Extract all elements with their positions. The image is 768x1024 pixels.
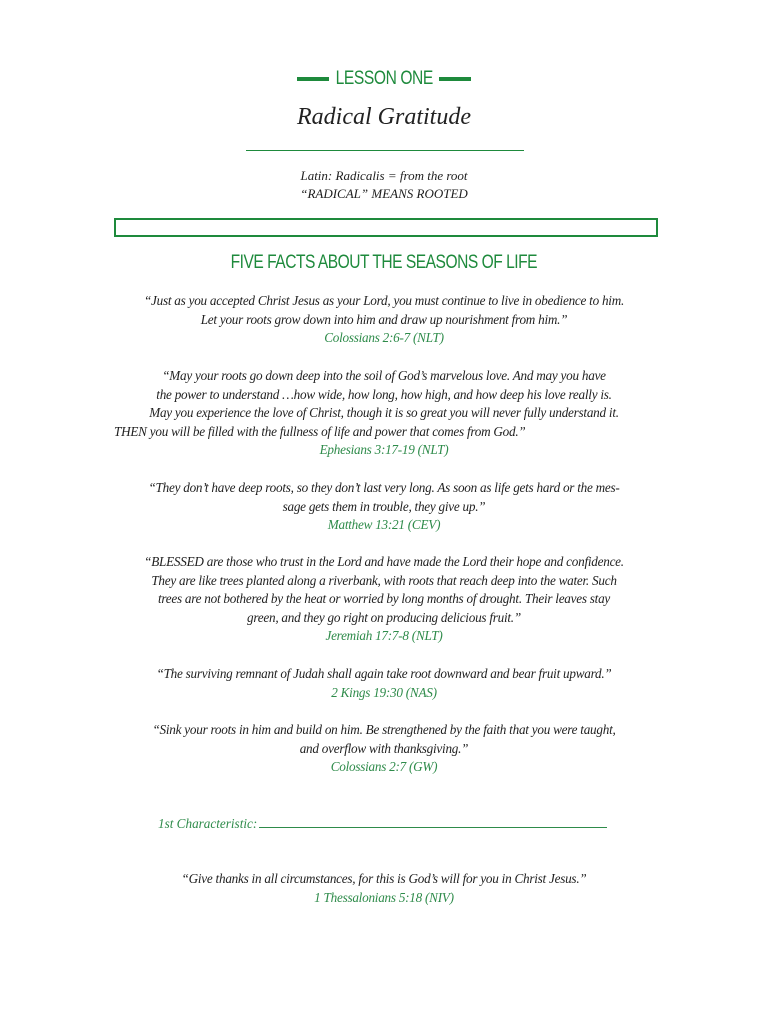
quote-block (108, 721, 660, 777)
quote-line: They are like trees planted along a riverbank, with roots that reach deep into the water. Such (151, 572, 617, 588)
quote-line: trees are not bothered by the heat or worried by long months of drought. Their leaves stay (157, 591, 611, 607)
right-accent-rule (439, 77, 471, 81)
title-divider (246, 150, 524, 151)
section-heading (0, 252, 768, 274)
lesson-header (0, 68, 768, 90)
characteristic-row (158, 815, 618, 832)
latin-line: Latin: Radicalis = from the root (300, 168, 468, 183)
quote-block (108, 553, 660, 646)
quote-line: May you experience the love of Christ, though it is so great you will never fully understand it. (149, 405, 619, 421)
quote-line: THEN you will be filled with the fullness of life and power that comes from God.” (114, 423, 526, 439)
quote-line: “The surviving remnant of Judah shall again take root downward and bear fruit upward.” (156, 666, 612, 681)
scripture-reference: Matthew 13:21 (CEV) (327, 517, 441, 533)
quote-line: and overflow with thanksgiving.” (299, 740, 469, 756)
scripture-reference: Ephesians 3:17-19 (NLT) (319, 442, 449, 458)
quote-block (108, 367, 660, 460)
characteristic-blank-line (259, 815, 607, 828)
quote-block (108, 479, 660, 535)
lesson-label: LESSON ONE (335, 68, 433, 89)
quote-line: “May your roots go down deep into the soil of God’s marvelous love. And may you have (162, 368, 606, 383)
quote-block (108, 665, 660, 702)
quote-line: “Just as you accepted Christ Jesus as your Lord, you must continue to live in obedience to him. (143, 293, 625, 308)
quote-block (108, 292, 660, 348)
quote-line: “Sink your roots in him and build on him. Be strengthened by the faith that you were taught, (152, 722, 616, 737)
quote-line: sage gets them in trouble, they give up.” (282, 498, 486, 514)
section-heading-text: FIVE FACTS ABOUT THE SEASONS OF LIFE (230, 252, 538, 273)
scripture-reference: Jeremiah 17:7-8 (NLT) (325, 628, 443, 644)
quote-line: the power to understand …how wide, how long, how high, and how deep his love really is. (156, 386, 612, 402)
meaning-line: “RADICAL” MEANS ROOTED (300, 186, 468, 201)
scripture-reference: Colossians 2:6-7 (NLT) (324, 330, 444, 346)
quote-line: Let your roots grow down into him and draw up nourishment from him.” (200, 311, 568, 327)
scripture-reference: 2 Kings 19:30 (NAS) (331, 684, 437, 700)
quote-line: “BLESSED are those who trust in the Lord and have made the Lord their hope and confidence. (144, 554, 624, 569)
quote-line: “They don’t have deep roots, so they don’t last very long. As soon as life gets hard or the mes- (148, 480, 620, 495)
green-outline-box (114, 218, 658, 237)
left-accent-rule (297, 77, 329, 81)
characteristic-label: 1st Characteristic: (158, 816, 258, 831)
scripture-reference: Colossians 2:7 (GW) (330, 759, 438, 775)
quote-line: “Give thanks in all circumstances, for this is God’s will for you in Christ Jesus.” (181, 871, 587, 886)
quote-line: green, and they go right on producing delicious fruit.” (247, 609, 521, 625)
quote-block (108, 870, 660, 907)
latin-definition (0, 167, 768, 203)
scripture-reference: 1 Thessalonians 5:18 (NIV) (314, 889, 454, 905)
page-title: Radical Gratitude (297, 104, 471, 130)
